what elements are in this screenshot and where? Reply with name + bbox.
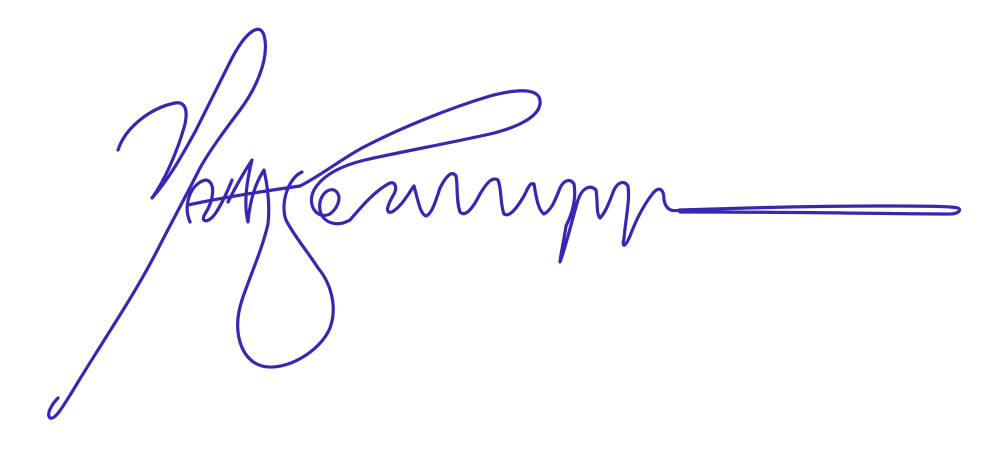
signature-stroke-tail — [680, 206, 960, 214]
signature-stroke-m — [49, 29, 266, 418]
signature-stroke-tt — [228, 160, 333, 367]
signature-stroke-chlapp — [350, 174, 680, 262]
